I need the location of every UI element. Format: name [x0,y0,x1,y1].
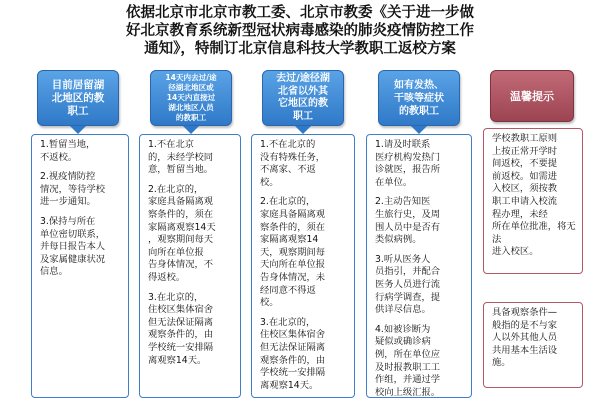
list-item: 3.听从医务人 员指引，并配合 医务人员进行流 行病学调查，提 供详尽信息。 [375,253,441,316]
list-item: 4.如被诊断为 疑似或确诊病 例，所在单位应 及时报教职工工 作组，并通过学 校向上级汇报。 [375,323,441,398]
tips-note-text: 具备观察条件— 般指的是不与家 人以外其他人员 共用基本生活设 施。 [492,307,558,369]
tips-header-label: 温馨提示 [510,90,554,103]
tips-header [490,70,574,122]
column-body-hubei-travelers [139,134,241,398]
column-header-label: 目前居留湖 北地区的教 职工 [51,78,105,117]
tips-body [483,128,583,274]
tips-text: 学校教职工原则 上按正常开学时 间返校，不要提 前返校。如需进 入校区，须按教 职工申请入校流 程办理，未经 所在单位批准，将无法 进入校区。 [492,133,576,258]
arrow-down-icon [70,126,86,134]
list-item: 2.主动告知医 生旅行史，及周 围人员中是否有 类似病例。 [375,196,441,246]
list-item: 2.在北京的， 家庭具备隔离观 察条件的，须在 家隔离观察14天 ，观察期间每天 向所在单位报 告身体情况，不 得返校。 [148,183,216,283]
column-header-label: 如有发热、 干咳等症状 的教职工 [394,79,444,117]
column-body-other-regions [251,134,355,398]
list-item: 3.保持与所在 单位密切联系， 并每日报告本人 及家属健康状况 信息。 [40,215,106,278]
list-item: 1.请及时联系 医疗机构发热门 诊就医，报告所 在单位。 [375,139,441,188]
column-body-symptoms [366,134,472,398]
arrow-down-icon [295,126,311,134]
column-header-other-regions [262,70,344,126]
list-item: 1.暂留当地， 不返校。 [40,139,96,163]
column-body-hubei-residents [31,134,129,398]
column-header-hubei-residents [37,70,119,126]
list-item: 2.视疫情防控 情况，等待学校 进一步通知。 [40,171,106,208]
column-header-symptoms [378,70,460,126]
arrow-down-icon [411,126,427,134]
column-header-label: 去过/途径湖 北省以外其 它地区的教 职工 [276,73,330,122]
list-item: 1.不在北京 的，未经学校同 意，暂留当地。 [148,139,214,176]
tips-note [483,302,583,388]
column-header-hubei-travelers [150,70,232,126]
column-header-label: 14天内去过/途 径湖北地区或 14天内直接过 湖北地区人员 的教职工 [165,72,217,123]
list-item: 1.不在北京的 没有特殊任务， 不离家、不返 校。 [260,139,326,188]
list-item: 3.在北京的， 住校区集体宿舍 但无法保证隔离 观察条件的，由 学校统一安排隔 离观察14天。 [260,316,326,391]
page-title: 依据北京市北京市教工委、北京市教委《关于进一步做 好北京教育系统新型冠状病毒感染的肺炎疫情防控工作 通知》，特制订北京信息科技大学教职工返校方案 [126,4,474,57]
arrow-down-icon [183,126,199,134]
list-item: 2.在北京的， 家庭具备隔离观 察条件的，须在 家隔离观察14 天，观察期间每 天向所在单位报 告身体情况，未 经同意不得返 校。 [260,196,326,309]
list-item: 3.在北京的， 住校区集体宿舍 但无法保证隔离 观察条件的，由 学校统一安排隔 离观察14天。 [148,291,214,366]
